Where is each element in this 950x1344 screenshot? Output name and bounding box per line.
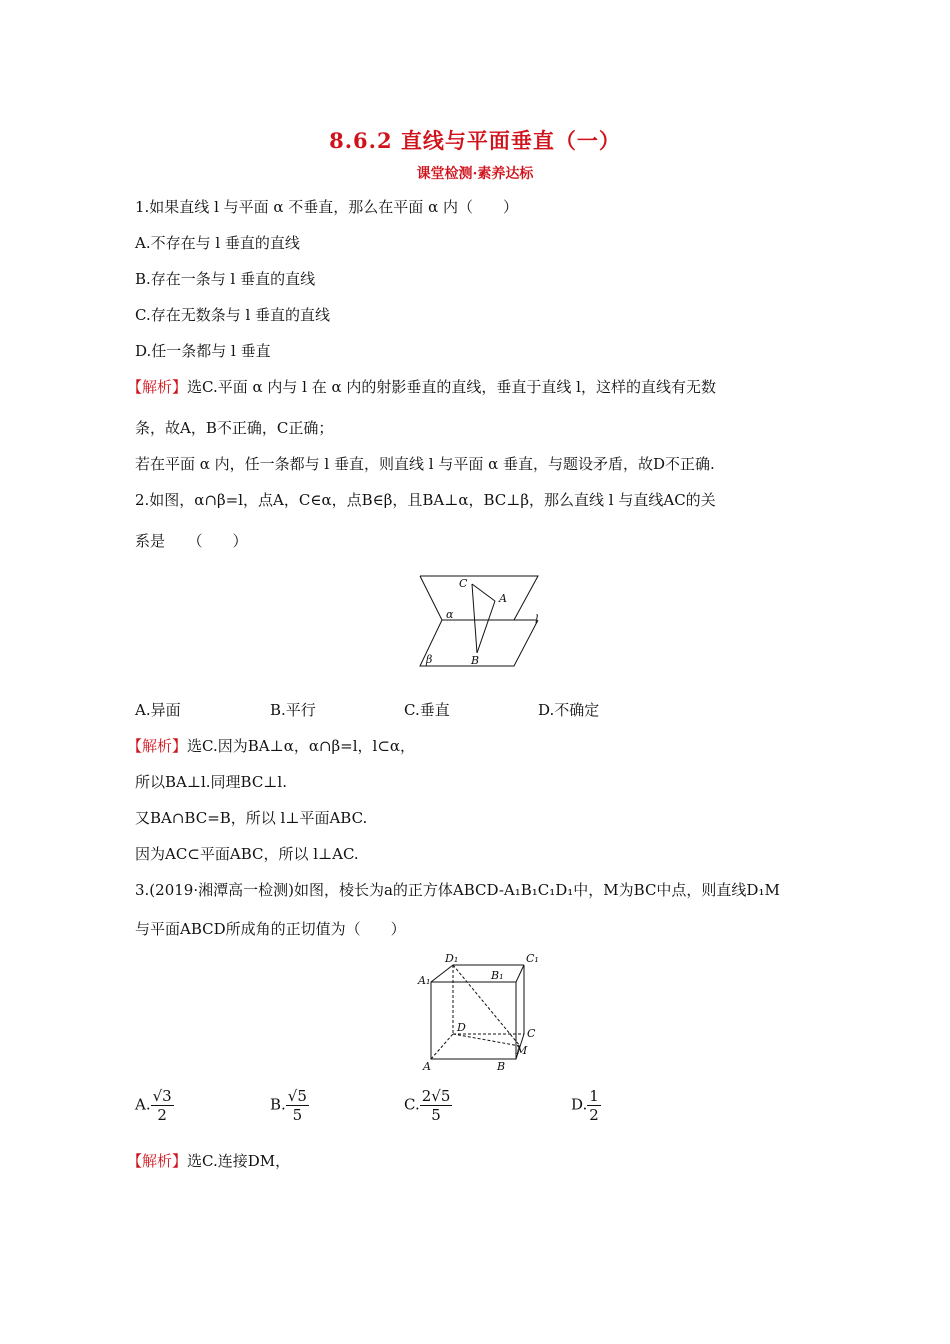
edge-ad-hidden: [431, 1034, 453, 1059]
q1-option-d: D.任一条都与 l 垂直: [135, 342, 271, 360]
q2-option-b: B.平行: [270, 701, 316, 719]
fraction-numerator: 2√5: [421, 1087, 451, 1105]
q2-option-a: A.异面: [135, 701, 181, 719]
q3-option-b: [270, 1087, 309, 1124]
analysis-tag: 【解析】: [127, 737, 188, 755]
analysis-tag: 【解析】: [127, 1152, 188, 1170]
q2-analysis-text: 选C.因为BA⊥α，α∩β=l，l⊂α，: [187, 737, 416, 755]
q3-stem-line-1: 3.(2019·湘潭高一检测)如图，棱长为a的正方体ABCD-A₁B₁C₁D₁中，M为BC中点，则直线D₁M: [135, 881, 780, 899]
option-prefix: B.: [270, 1095, 286, 1114]
label-b1: B₁: [491, 969, 504, 982]
label-d: D: [457, 1021, 466, 1034]
fraction-denominator: 2: [157, 1106, 167, 1124]
q2-stem-line-1: 2.如图，α∩β=l，点A，C∈α，点B∈β，且BA⊥α，BC⊥β，那么直线 l 与直线AC的关: [135, 491, 716, 509]
option-prefix: D.: [571, 1095, 588, 1114]
label-d1: D₁: [445, 952, 459, 965]
label-b: B: [497, 1060, 506, 1073]
q2-option-d: D.不确定: [538, 701, 600, 719]
q2-analysis-line-1: [127, 736, 415, 756]
label-m: M: [516, 1044, 528, 1057]
q3-option-c: [404, 1087, 452, 1124]
label-l: l: [535, 613, 539, 626]
q2-analysis-line-4: 因为AC⊂平面ABC，所以 l⊥AC.: [135, 845, 359, 863]
label-c1: C₁: [526, 952, 539, 965]
fraction-numerator: 1: [589, 1087, 599, 1105]
label-c: C: [459, 577, 468, 590]
cube-figure: [413, 952, 548, 1074]
edge-b1c1: [516, 965, 524, 982]
q3-stem-line-2: 与平面ABCD所成角的正切值为（ ）: [135, 920, 406, 938]
label-b: B: [471, 654, 480, 667]
fraction: [420, 1087, 453, 1124]
label-alpha: α: [446, 608, 454, 621]
q1-option-c: C.存在无数条与 l 垂直的直线: [135, 306, 331, 324]
fraction-denominator: 2: [589, 1106, 599, 1124]
segment-ca: [472, 584, 495, 601]
plane-alpha-outline: [420, 576, 538, 620]
fraction-numerator: √5: [287, 1087, 307, 1105]
q1-analysis-line-3: 若在平面 α 内，任一条都与 l 垂直，则直线 l 与平面 α 垂直，与题设矛盾，故D不正确.: [135, 455, 715, 473]
fraction: [151, 1087, 174, 1124]
label-a: A: [499, 592, 507, 605]
label-beta: β: [426, 653, 433, 666]
q3-analysis-text: 选C.连接DM，: [187, 1152, 291, 1170]
option-prefix: C.: [404, 1095, 420, 1114]
segment-dm-hidden: [453, 1034, 520, 1046]
option-prefix: A.: [135, 1095, 151, 1114]
fraction: [286, 1087, 309, 1124]
edge-a1d1: [431, 965, 453, 982]
fraction-denominator: 5: [431, 1106, 441, 1124]
segment-cb: [472, 584, 477, 653]
page-title: 8.6.2 直线与平面垂直（一）: [329, 128, 621, 153]
page-subtitle: 课堂检测·素养达标: [416, 166, 534, 182]
q1-option-b: B.存在一条与 l 垂直的直线: [135, 270, 316, 288]
q1-stem: 1.如果直线 l 与平面 α 不垂直，那么在平面 α 内（ ）: [135, 198, 518, 216]
q1-analysis-line-1: [127, 377, 716, 397]
fraction-denominator: 5: [292, 1106, 303, 1124]
q2-analysis-line-3: 又BA∩BC=B，所以 l⊥平面ABC.: [135, 809, 368, 827]
fraction: [587, 1087, 601, 1124]
q1-analysis-text: 选C.平面 α 内与 l 在 α 内的射影垂直的直线，垂直于直线 l，这样的直线有无数: [187, 378, 716, 396]
q2-option-c: C.垂直: [404, 701, 450, 719]
planes-figure: [410, 570, 550, 670]
label-c: C: [527, 1027, 536, 1040]
q2-stem-line-2: 系是 （ ）: [135, 532, 248, 550]
q2-analysis-line-2: 所以BA⊥l.同理BC⊥l.: [135, 773, 287, 791]
fraction-numerator: √3: [152, 1087, 172, 1105]
q1-option-a: A.不存在与 l 垂直的直线: [135, 234, 300, 252]
q3-analysis-line-1: [127, 1151, 290, 1171]
segment-ab: [477, 601, 495, 653]
analysis-tag: 【解析】: [127, 378, 188, 396]
label-a1: A₁: [418, 974, 431, 987]
q3-option-d: [571, 1087, 601, 1124]
label-a: A: [423, 1060, 431, 1073]
q1-analysis-line-2: 条，故A，B不正确，C正确；: [135, 419, 334, 437]
q3-option-a: [135, 1087, 174, 1124]
cube-front-face: [431, 982, 516, 1059]
